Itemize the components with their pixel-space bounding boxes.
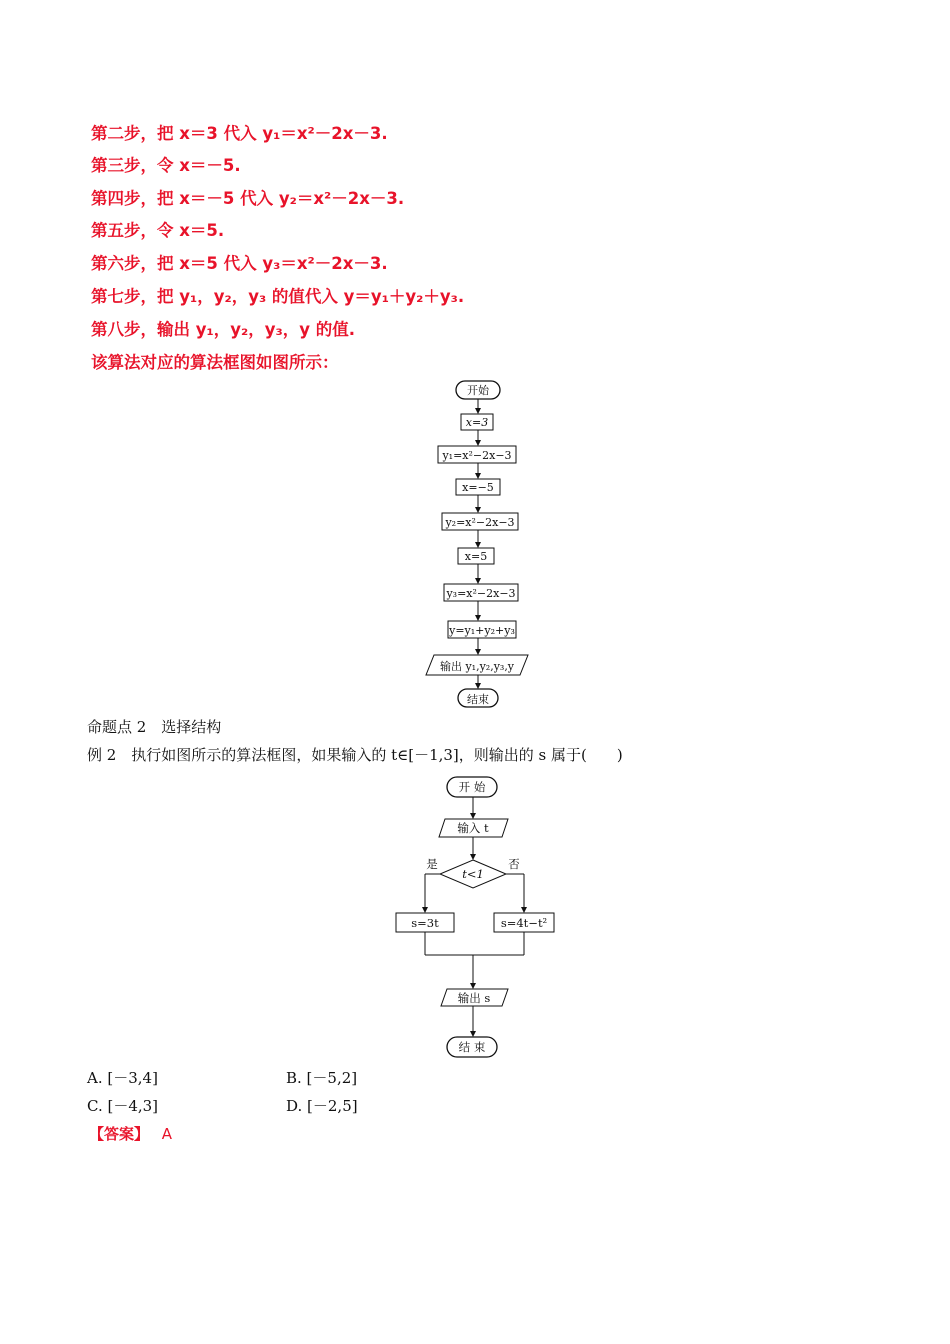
answer-label: 【答案】 — [89, 1125, 150, 1143]
answer-value: A — [161, 1125, 173, 1143]
section-title: 命题点 2 选择结构 — [87, 718, 222, 736]
fc1-box-1: x=3 — [465, 416, 489, 429]
fc2-start: 开 始 — [458, 780, 486, 794]
fc1-box-7: y=y₁+y₂+y₃ — [449, 624, 515, 637]
step-7: 第七步，把 y₁，y₂，y₃ 的值代入 y＝y₁＋y₂＋y₃. — [91, 287, 465, 306]
question-text: 例 2 执行如图所示的算法框图，如果输入的 t∈[－1,3]，则输出的 s 属于( ) — [87, 746, 623, 764]
option-c: C. [－4,3] — [87, 1097, 159, 1115]
fc2-end: 结 束 — [458, 1040, 486, 1054]
fc2-output: 输出 s — [457, 991, 491, 1005]
step-3: 第三步，令 x＝－5. — [91, 156, 241, 175]
flowchart-selection — [390, 770, 570, 1065]
flowchart-intro: 该算法对应的算法框图如图所示： — [91, 353, 339, 372]
fc2-yes-label: 是 — [426, 857, 438, 871]
fc1-start: 开始 — [467, 384, 489, 397]
fc1-output: 输出 y₁,y₂,y₃,y — [439, 660, 515, 673]
fc1-box-6: y₃=x²−2x−3 — [446, 587, 516, 600]
option-a: A. [－3,4] — [87, 1069, 158, 1087]
step-5: 第五步，令 x＝5. — [91, 221, 225, 240]
step-4: 第四步，把 x＝－5 代入 y₂＝x²－2x－3. — [91, 189, 405, 208]
step-6: 第六步，把 x＝5 代入 y₃＝x²－2x－3. — [91, 254, 388, 273]
fc2-input: 输入 t — [457, 821, 489, 835]
fc1-box-3: x=−5 — [462, 481, 494, 494]
step-2: 第二步，把 x＝3 代入 y₁＝x²－2x－3. — [91, 124, 388, 143]
answer-line — [89, 1123, 172, 1144]
fc1-box-5: x=5 — [464, 550, 488, 563]
fc2-yes-box: s=3t — [411, 916, 439, 930]
flowchart-sequence — [400, 375, 570, 715]
fc1-end: 结束 — [467, 693, 489, 706]
option-d: D. [－2,5] — [286, 1097, 358, 1115]
fc1-box-4: y₂=x²−2x−3 — [445, 516, 515, 529]
fc2-condition: t<1 — [462, 867, 484, 881]
fc2-no-label: 否 — [508, 857, 520, 871]
fc2-no-box: s=4t−t² — [500, 916, 548, 930]
step-8: 第八步，输出 y₁，y₂，y₃，y 的值. — [91, 320, 355, 339]
option-b: B. [－5,2] — [286, 1069, 358, 1087]
fc1-box-2: y₁=x²−2x−3 — [442, 449, 512, 462]
